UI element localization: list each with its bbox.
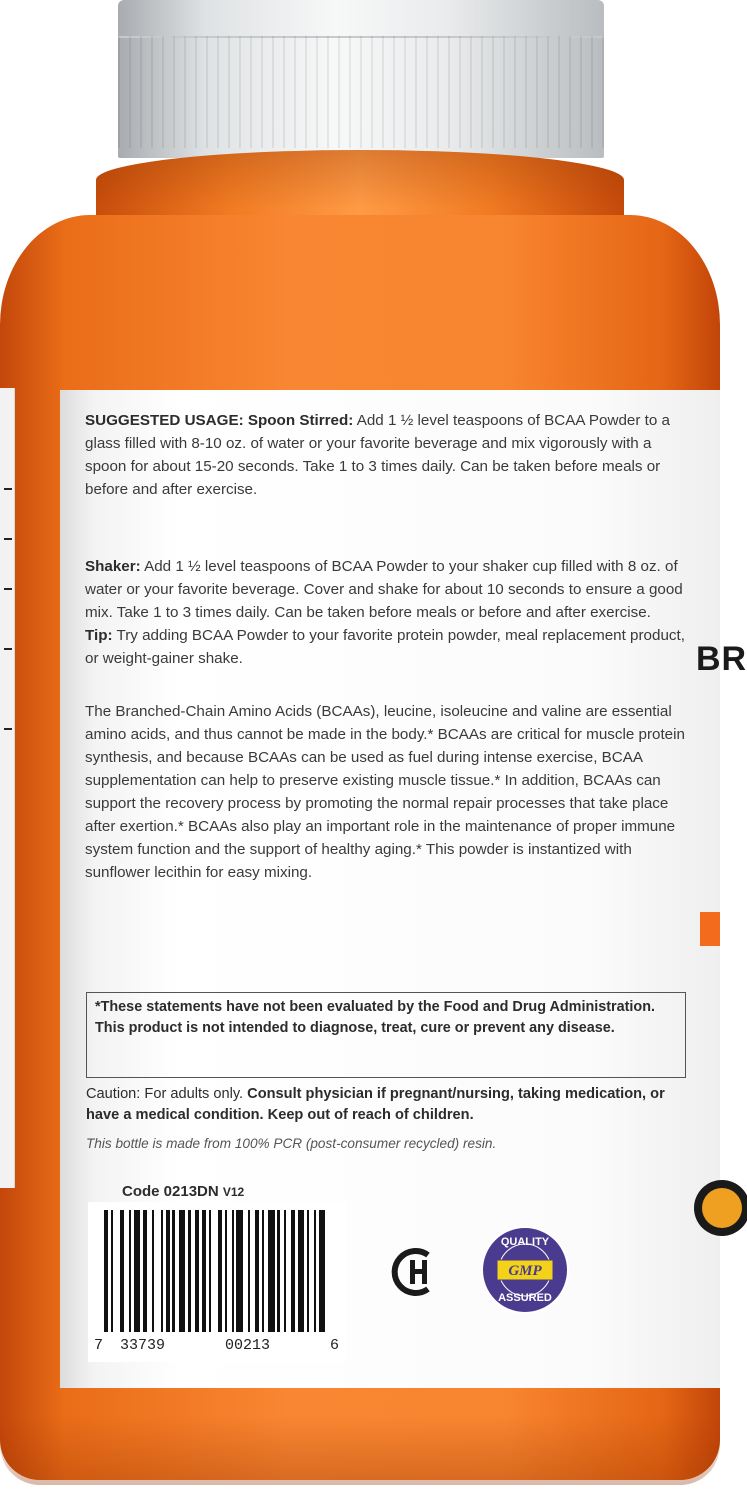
barcode-bar <box>166 1210 170 1332</box>
barcode-digit-last: 6 <box>330 1337 340 1354</box>
barcode-bar <box>298 1210 304 1332</box>
caution-lead: Caution: For adults only. <box>86 1086 244 1102</box>
gmp-middle-text: GMP <box>508 1263 542 1279</box>
caution-statement <box>86 1084 696 1126</box>
tip-body: Try adding BCAA Powder to your favorite protein powder, meal replacement product, or weight-gainer shake. <box>85 627 685 667</box>
barcode-bar <box>143 1210 147 1332</box>
suggested-usage-heading: SUGGESTED USAGE: Spoon Stirred: <box>85 412 354 429</box>
barcode-bar <box>104 1210 108 1332</box>
barcode-bar <box>172 1210 174 1332</box>
barcode-bar <box>277 1210 279 1332</box>
barcode-bar <box>129 1210 131 1332</box>
barcode-bar <box>152 1210 154 1332</box>
suggested-usage-body: Add 1 ½ level teaspoons of BCAA Powder to a glass filled with 8-10 oz. of water or your favorite beverage and mix vigorously with a spoon for about 15-20 seconds. Take 1 to 3 times daily. Can be taken before meals or before and after exercise. <box>85 412 670 498</box>
barcode-bar <box>268 1210 274 1332</box>
fda-disclaimer: *These statements have not been evaluated by the Food and Drug Administration. This product is not intended to diagnose, treat, cure or prevent any disease. <box>86 992 686 1078</box>
barcode-bar <box>314 1210 316 1332</box>
barcode-bars <box>104 1210 330 1332</box>
shaker-heading: Shaker: <box>85 558 141 575</box>
barcode-bar <box>225 1210 227 1332</box>
product-code <box>122 1183 244 1200</box>
barcode-bar <box>188 1210 190 1332</box>
barcode-bar <box>307 1210 309 1332</box>
front-label-seal-icon <box>696 1160 720 1256</box>
bcaa-description: The Branched-Chain Amino Acids (BCAAs), leucine, isoleucine and valine are essential amino acids, and thus cannot be made in the body.* BCAAs are critical for muscle protein synthesis, and because BCAAs can be used as fuel during intense exercise, BCAA supplementation can help to preserve existing muscle tissue.* In addition, BCAAs can support the recovery process by promoting the normal repair processes that take place after exertion.* BCAAs also play an important role in the maintenance of proper immune system function and the support of healthy aging.* This powder is instantized with sunflower lecithin for easy mixing. <box>85 703 685 881</box>
barcode-bar <box>111 1210 113 1332</box>
bottle-cap <box>118 0 604 158</box>
barcode-bar <box>262 1210 264 1332</box>
product-code-version: V12 <box>222 1185 245 1199</box>
barcode-bar <box>319 1210 325 1332</box>
gmp-top-text: QUALITY <box>500 1236 550 1248</box>
caution-rest: Consult physician if pregnant/nursing, taking medication, or have a medical condition. Keep out of reach of children. <box>86 1086 665 1123</box>
shaker-body: Add 1 ½ level teaspoons of BCAA Powder to your shaker cup filled with 8 oz. of water or your favorite beverage. Cover and shake for about 10 seconds to ensure a good mix. Take 1 to 3 times daily. Can be taken before meals or before and after exercise. <box>85 558 683 621</box>
wrapped-label-left-edge <box>0 388 15 1188</box>
barcode-bar <box>284 1210 286 1332</box>
cap-top-rim <box>118 0 604 38</box>
barcode-digit-first: 7 <box>94 1337 104 1354</box>
barcode-bar <box>161 1210 163 1332</box>
shaker-paragraph <box>85 555 685 670</box>
suggested-usage-paragraph <box>85 409 685 501</box>
barcode-bar <box>202 1210 206 1332</box>
barcode-digits-left: 33739 <box>120 1337 166 1354</box>
barcode-bar <box>195 1210 199 1332</box>
halal-h-logo-icon <box>390 1247 440 1297</box>
recycled-resin-note: This bottle is made from 100% PCR (post-consumer recycled) resin. <box>86 1136 497 1151</box>
barcode-bar <box>232 1210 234 1332</box>
barcode-bar <box>134 1210 140 1332</box>
barcode-bar <box>236 1210 242 1332</box>
barcode-bar <box>120 1210 124 1332</box>
tip-heading: Tip: <box>85 627 113 644</box>
barcode-bar <box>209 1210 211 1332</box>
front-label-brand-fragment: BR <box>696 640 747 678</box>
bottle-bottom-shade <box>0 1415 720 1485</box>
barcode-bar <box>218 1210 222 1332</box>
gmp-bottom-text: ASSURED <box>498 1292 552 1304</box>
barcode-bar <box>255 1210 259 1332</box>
barcode-bar <box>291 1210 295 1332</box>
barcode-bar <box>179 1210 185 1332</box>
gmp-quality-seal-icon <box>480 1225 570 1315</box>
barcode-bar <box>248 1210 250 1332</box>
front-label-orange-tab <box>700 912 720 946</box>
cap-ridges <box>118 36 604 148</box>
bottle-neck-shade <box>96 150 624 208</box>
product-code-label: Code 0213DN <box>122 1183 219 1200</box>
barcode-digits-right: 00213 <box>225 1337 271 1354</box>
